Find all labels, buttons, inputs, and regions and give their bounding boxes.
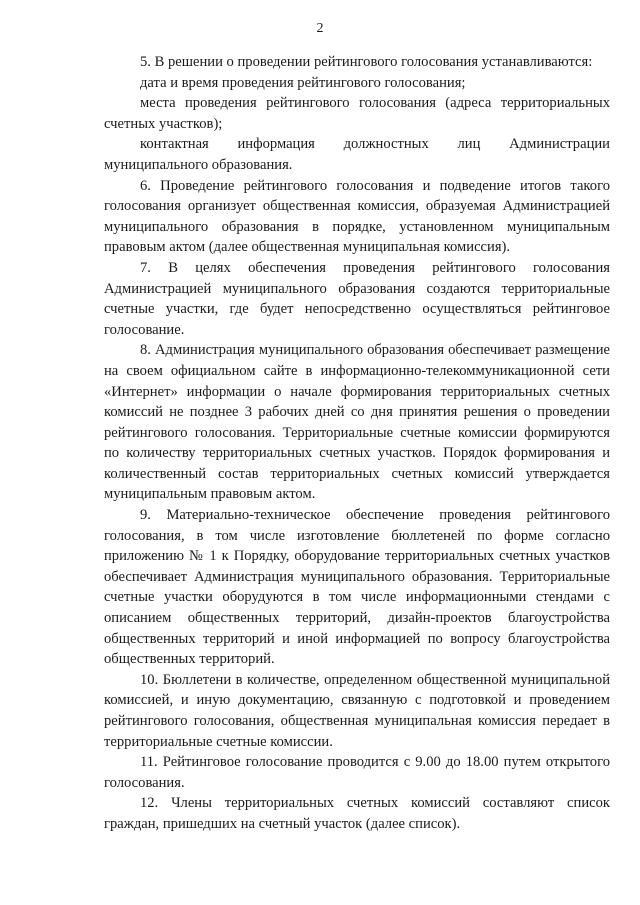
paragraph-10: 10. Бюллетени в количестве, определенном общественной муниципальной комиссией, и иную документацию, связанную с подготовкой и проведением рейтингового голосования, общественная муниципальная комиссия передает в территориальные счетные комиссии.	[104, 671, 610, 750]
paragraph-9: 9. Материально-техническое обеспечение проведения рейтингового голосования, в том числе изготовление бюллетеней по форме согласно приложению № 1 к Порядку, оборудование территориальных счетных участков обеспечивает Администрация муниципального образования. Территориальные счетные участки оборудуются в том числе информационными стендами с описанием общественных территорий, дизайн-проектов благоустройства общественных территорий и иной информацией по вопросу благоустройства общественных территорий.	[104, 507, 610, 668]
paragraph-6: 6. Проведение рейтингового голосования и подведение итогов такого голосования организует общественная комиссия, образуемая Администрацией муниципального образования в порядке, установленном муниципальным правовым актом (далее общественная муниципальная комиссия).	[104, 177, 610, 256]
page-number: 2	[316, 21, 324, 36]
list-item-contacts: контактная информация должностных лиц Администрации муниципального образования.	[104, 136, 610, 173]
paragraph-5-intro: 5. В решении о проведении рейтингового голосования устанавливаются:	[140, 54, 593, 70]
list-item-date-time: дата и время проведения рейтингового голосования;	[140, 74, 466, 91]
paragraph-8: 8. Администрация муниципального образования обеспечивает размещение на своем официальном сайте в информационно-телекоммуникационной сети «Интернет» информации о начале формирования территориальных счетных комиссий не позднее 3 рабочих дней со дня принятия решения о проведении рейтингового голосования. Территориальные счетные комиссии формируются по количеству территориальных счетных участков. Порядок формирования и количественный состав территориальных счетных комиссий утверждается муниципальным правовым актом.	[104, 342, 610, 503]
document-body	[104, 52, 610, 835]
paragraph-11: 11. Рейтинговое голосование проводится с 9.00 до 18.00 путем открытого голосования.	[104, 754, 610, 791]
paragraph-7: 7. В целях обеспечения проведения рейтингового голосования Администрацией муниципального образования создаются территориальные счетные участки, где будет непосредственно осуществляться рейтинговое голосование.	[104, 259, 610, 338]
paragraph-12: 12. Члены территориальных счетных комиссий составляют список граждан, пришедших на счетный участок (далее список).	[104, 795, 610, 832]
list-item-locations: места проведения рейтингового голосования (адреса территориальных счетных участков);	[104, 95, 610, 132]
